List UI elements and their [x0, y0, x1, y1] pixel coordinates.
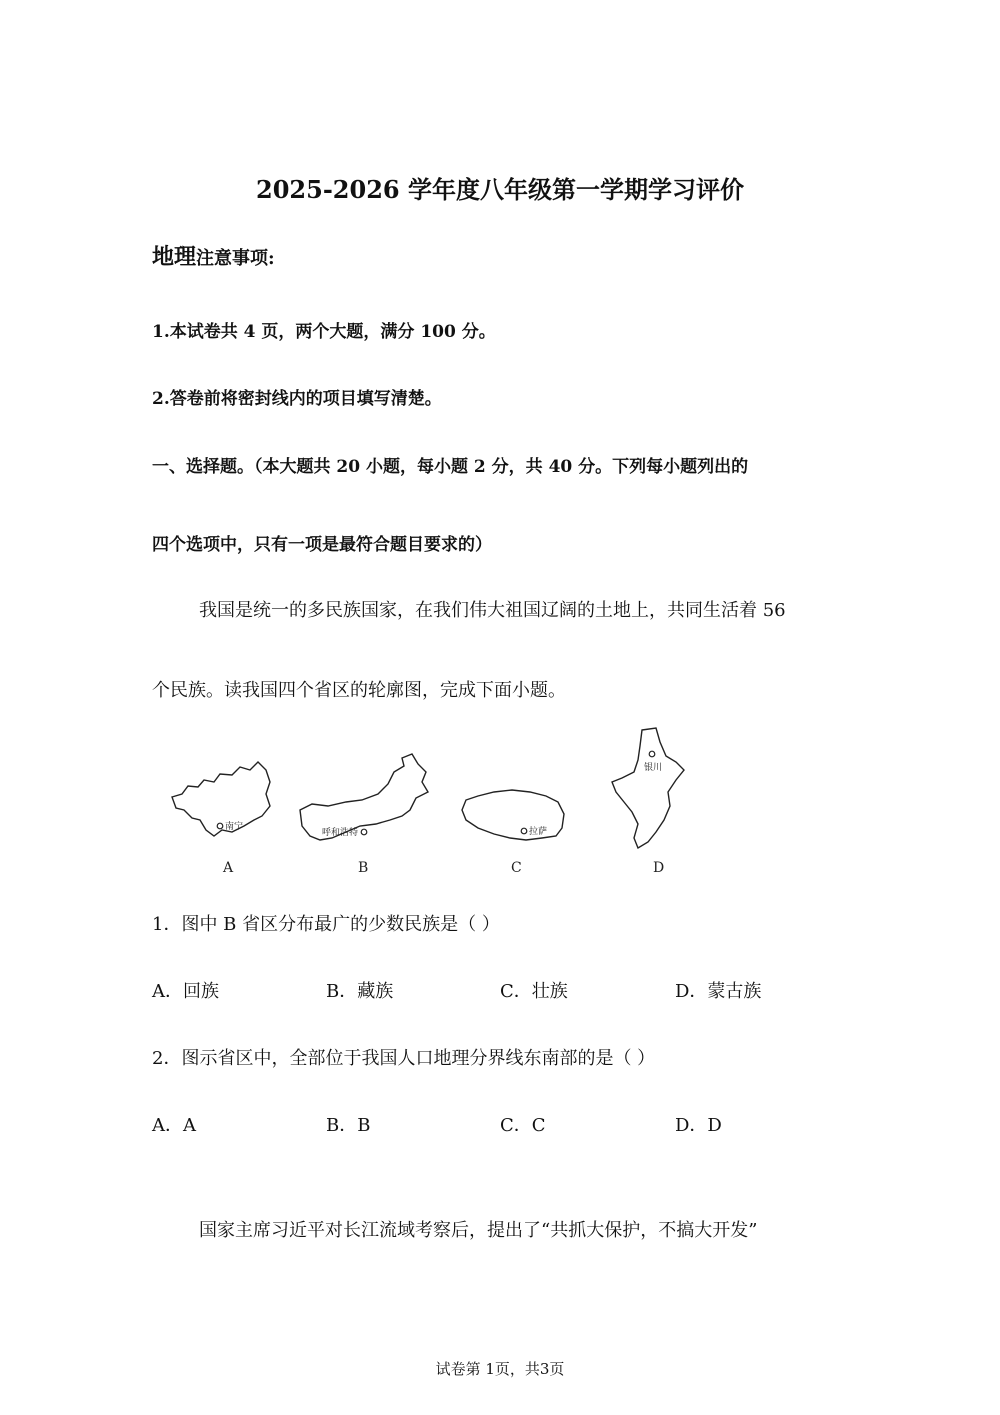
map-d-letter: D	[653, 860, 665, 876]
map-a-outline	[172, 762, 270, 836]
passage-1-line1: 我国是统一的多民族国家，在我们伟大祖国辽阔的土地上，共同生活着 56	[199, 600, 786, 621]
question-2-stem: 2．图示省区中，全部位于我国人口地理分界线东南部的是（ ）	[152, 1048, 656, 1069]
note-2: 2.答卷前将密封线内的项目填写清楚。	[152, 389, 442, 409]
passage-2-line1: 国家主席习近平对长江流域考察后，提出了“共抓大保护，不搞大开发”	[199, 1220, 758, 1241]
question-1-option-a[interactable]: A．回族	[152, 981, 219, 1002]
map-b-city: 呼和浩特	[322, 828, 359, 838]
page-footer: 试卷第 1页，共3页	[435, 1360, 565, 1378]
map-d-city: 银川	[644, 763, 663, 773]
map-c	[462, 790, 564, 876]
question-1-stem: 1．图中 B 省区分布最广的少数民族是（ ）	[152, 914, 500, 935]
subject-heading	[152, 240, 275, 271]
note-1: 1.本试卷共 4 页，两个大题，满分 100 分。	[152, 322, 496, 342]
map-c-outline	[462, 790, 564, 840]
question-1-option-d[interactable]: D．蒙古族	[675, 981, 762, 1002]
exam-title: 2025-2026 学年度八年级第一学期学习评价	[256, 175, 744, 204]
question-1-option-b[interactable]: B．藏族	[326, 981, 394, 1002]
question-2-option-d[interactable]: D．D	[675, 1115, 722, 1136]
map-b	[300, 754, 428, 876]
map-d	[612, 728, 684, 876]
passage-1-line2: 个民族。读我国四个省区的轮廓图，完成下面小题。	[152, 680, 566, 701]
question-2-option-c[interactable]: C．C	[500, 1115, 546, 1136]
map-d-outline	[612, 728, 684, 848]
question-2-option-b[interactable]: B．B	[326, 1115, 371, 1136]
subject-label: 地理	[152, 244, 197, 270]
map-c-city: 拉萨	[529, 827, 548, 837]
section-1-heading-line2: 四个选项中，只有一项是最符合题目要求的）	[152, 535, 492, 555]
map-b-letter: B	[358, 860, 369, 876]
map-c-letter: C	[511, 860, 522, 876]
province-outline-maps	[160, 720, 860, 880]
question-1-option-c[interactable]: C．壮族	[500, 981, 568, 1002]
map-b-outline	[300, 754, 428, 840]
question-2-option-a[interactable]: A．A	[152, 1115, 196, 1136]
map-a	[172, 762, 270, 876]
notes-heading: 注意事项:	[196, 248, 275, 269]
map-a-letter: A	[223, 860, 234, 876]
section-1-heading-line1: 一、选择题。（本大题共 20 小题，每小题 2 分，共 40 分。下列每小题列出的	[152, 457, 749, 477]
map-a-city: 南宁	[225, 822, 244, 832]
